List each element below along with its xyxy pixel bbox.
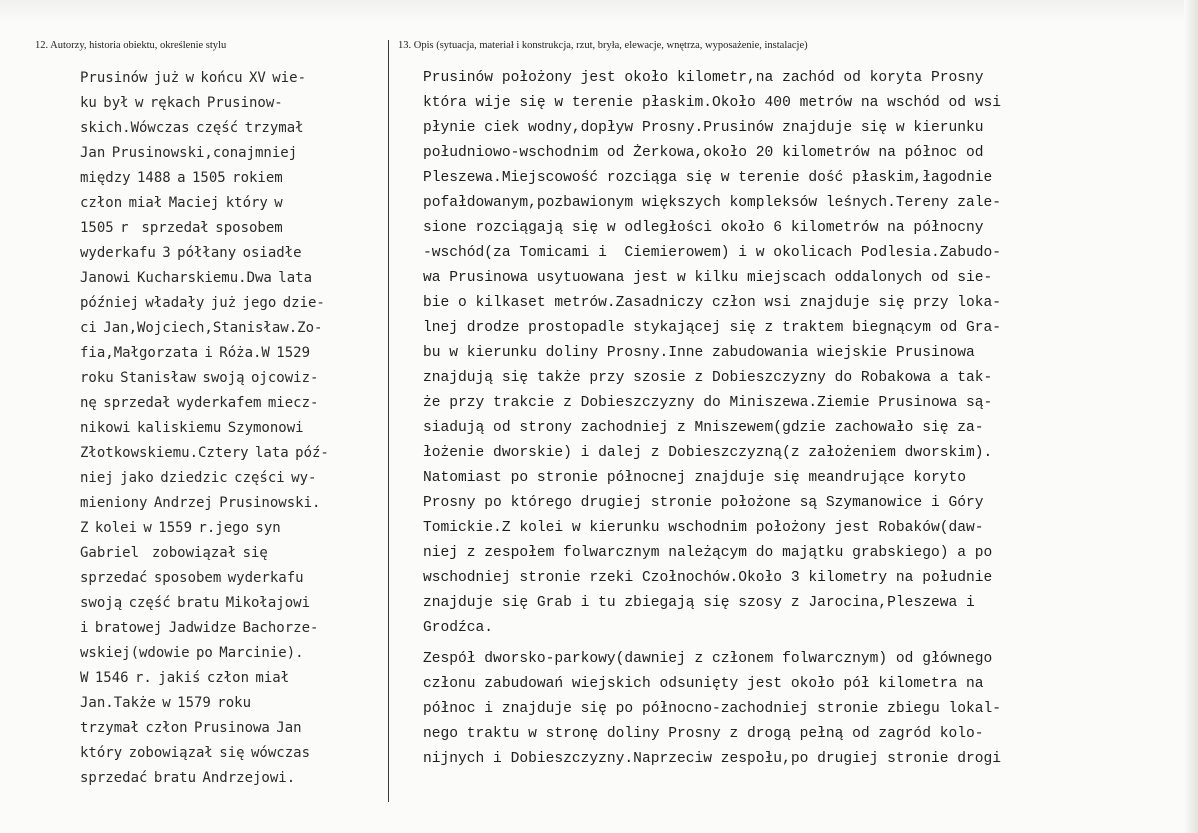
description-line: Tomickie.Z kolei w kierunku wschodnim położony jest Robaków(daw-: [423, 520, 984, 536]
description-line: znajdują się także przy szosie z Dobieszczyzny do Robakowa a tak-: [423, 370, 993, 386]
history-line: ci Jan,Wojciech,Stanisław.Zo-: [80, 320, 323, 336]
history-line: Jan Prusinowski,conajmniej: [80, 145, 298, 161]
description-line: lnej drodze prostopadle stykającej się z traktem biegnącym od Gra-: [423, 320, 1002, 336]
history-line: nę sprzedał wyderkafem miecz-: [80, 395, 319, 411]
description-line: Pleszewa.Miejscowość rozciąga się w terenie dość płaskim,łagodnie: [423, 170, 993, 186]
description-line: członu zabudowań wiejskich odsunięty jest około pół kilometra na: [423, 676, 984, 692]
description-line: nego traktu w stronę doliny Prosny z drogą pełną od zagród kolo-: [423, 726, 984, 742]
history-line: Złotkowskiemu.Cztery lata póź-: [80, 445, 329, 461]
history-text-column: [80, 66, 386, 791]
history-line: skich.Wówczas część trzymał: [80, 120, 304, 136]
history-line: Gabriel zobowiązał się: [80, 545, 268, 561]
description-line: południowo-wschodnim od Żerkowa,około 20 kilometrów na północ od: [423, 145, 984, 161]
section-13-heading: 13. Opis (sytuacja, materiał i konstrukcja, rzut, bryła, elewacje, wnętrza, wyposażenie, instalacje): [398, 40, 808, 51]
description-line: pofałdowanym,pozbawionym większych kompleksów leśnych.Tereny zale-: [423, 195, 1002, 211]
description-line: nijnych i Dobieszczyzny.Naprzeciw zespołu,po drugiej stronie drogi: [423, 751, 1002, 767]
history-line: niej jako dziedzic części wy-: [80, 470, 317, 486]
history-line: W 1546 r. jakiś człon miał: [80, 670, 290, 686]
history-line: 1505 r sprzedał sposobem: [80, 220, 283, 236]
description-line: bu w kierunku doliny Prosny.Inne zabudowania wiejskie Prusinowa: [423, 345, 975, 361]
section-12-heading: 12. Autorzy, historia obiektu, określenie stylu: [35, 40, 227, 51]
history-line: między 1488 a 1505 rokiem: [80, 170, 283, 186]
description-line: że przy trakcie z Dobieszczyzny do Miniszewa.Ziemie Prusinowa są-: [423, 395, 993, 411]
history-line: który zobowiązał się wówczas: [80, 745, 311, 761]
history-line: fia,Małgorzata i Róża.W 1529: [80, 345, 311, 361]
history-line: swoją część bratu Mikołajowi: [80, 595, 311, 611]
description-line: Prusinów położony jest około kilometr,na zachód od koryta Prosny: [423, 70, 984, 86]
description-line: bie o kilkaset metrów.Zasadniczy człon wsi znajduje się przy loka-: [423, 295, 1002, 311]
history-line: mieniony Andrzej Prusinowski.: [80, 495, 321, 511]
column-divider: [388, 40, 389, 802]
description-line: Prosny po którego drugiej stronie położone są Szymanowice i Góry: [423, 495, 984, 511]
history-line: sprzedać sposobem wyderkafu: [80, 570, 304, 586]
scan-edge-right: [1184, 0, 1198, 833]
description-line: sione rozciągają się w odległości około 6 kilometrów na północny: [423, 220, 984, 236]
history-line: nikowi kaliskiemu Szymonowi: [80, 420, 304, 436]
history-line: sprzedać bratu Andrzejowi.: [80, 770, 296, 786]
history-line: ku był w rękach Prusinow-: [80, 95, 283, 111]
history-line: Janowi Kucharskiemu.Dwa lata: [80, 270, 313, 286]
history-line: wskiej(wdowie po Marcinie).: [80, 645, 304, 661]
description-line: wa Prusinowa usytuowana jest w kilku miejscach oddalonych od sie-: [423, 270, 993, 286]
history-line: Z kolei w 1559 r.jego syn: [80, 520, 281, 536]
description-line: znajduje się Grab i tu zbiegają się szosy z Jarocina,Pleszewa i: [423, 595, 975, 611]
history-line: roku Stanisław swoją ojcowiz-: [80, 370, 319, 386]
description-text-column: [423, 66, 1183, 772]
history-line: później władały już jego dzie-: [80, 295, 325, 311]
description-line: płynie ciek wodny,dopływ Prosny.Prusinów znajduje się w kierunku: [423, 120, 984, 136]
description-line: północ i znajduje się po północno-zachodniej stronie zbiegu lokal-: [423, 701, 1002, 717]
scan-edge-top: [0, 0, 1198, 22]
description-line: -wschód(za Tomicami i Ciemierowem) i w okolicach Podlesia.Zabudo-: [423, 245, 1002, 261]
description-line: Natomiast po stronie północnej znajduje się meandrujące koryto: [423, 470, 966, 486]
description-line: Zespół dworsko-parkowy(dawniej z członem folwarcznym) od głównego: [423, 651, 993, 667]
description-line: która wije się w terenie płaskim.Około 400 metrów na wschód od wsi: [423, 95, 1002, 111]
history-line: trzymał człon Prusinowa Jan: [80, 720, 302, 736]
description-line: łożenie dworskie) i dalej z Dobieszczyzną(z założeniem dworskim).: [423, 445, 993, 461]
description-line: Grodźca.: [423, 620, 494, 636]
description-line: wschodniej stronie rzeki Czołnochów.Około 3 kilometry na południe: [423, 570, 993, 586]
history-line: człon miał Maciej który w: [80, 195, 283, 211]
history-line: Jan.Także w 1579 roku: [80, 695, 252, 711]
description-line: siadują od strony zachodniej z Mniszewem(gdzie zachowało się za-: [423, 420, 984, 436]
description-line: niej z zespołem folwarcznym należącym do majątku grabskiego) a po: [423, 545, 993, 561]
history-line: Prusinów już w końcu XV wie-: [80, 70, 307, 86]
history-line: i bratowej Jadwidze Bachorze-: [80, 620, 319, 636]
history-line: wyderkafu 3 półłany osiadłe: [80, 245, 302, 261]
